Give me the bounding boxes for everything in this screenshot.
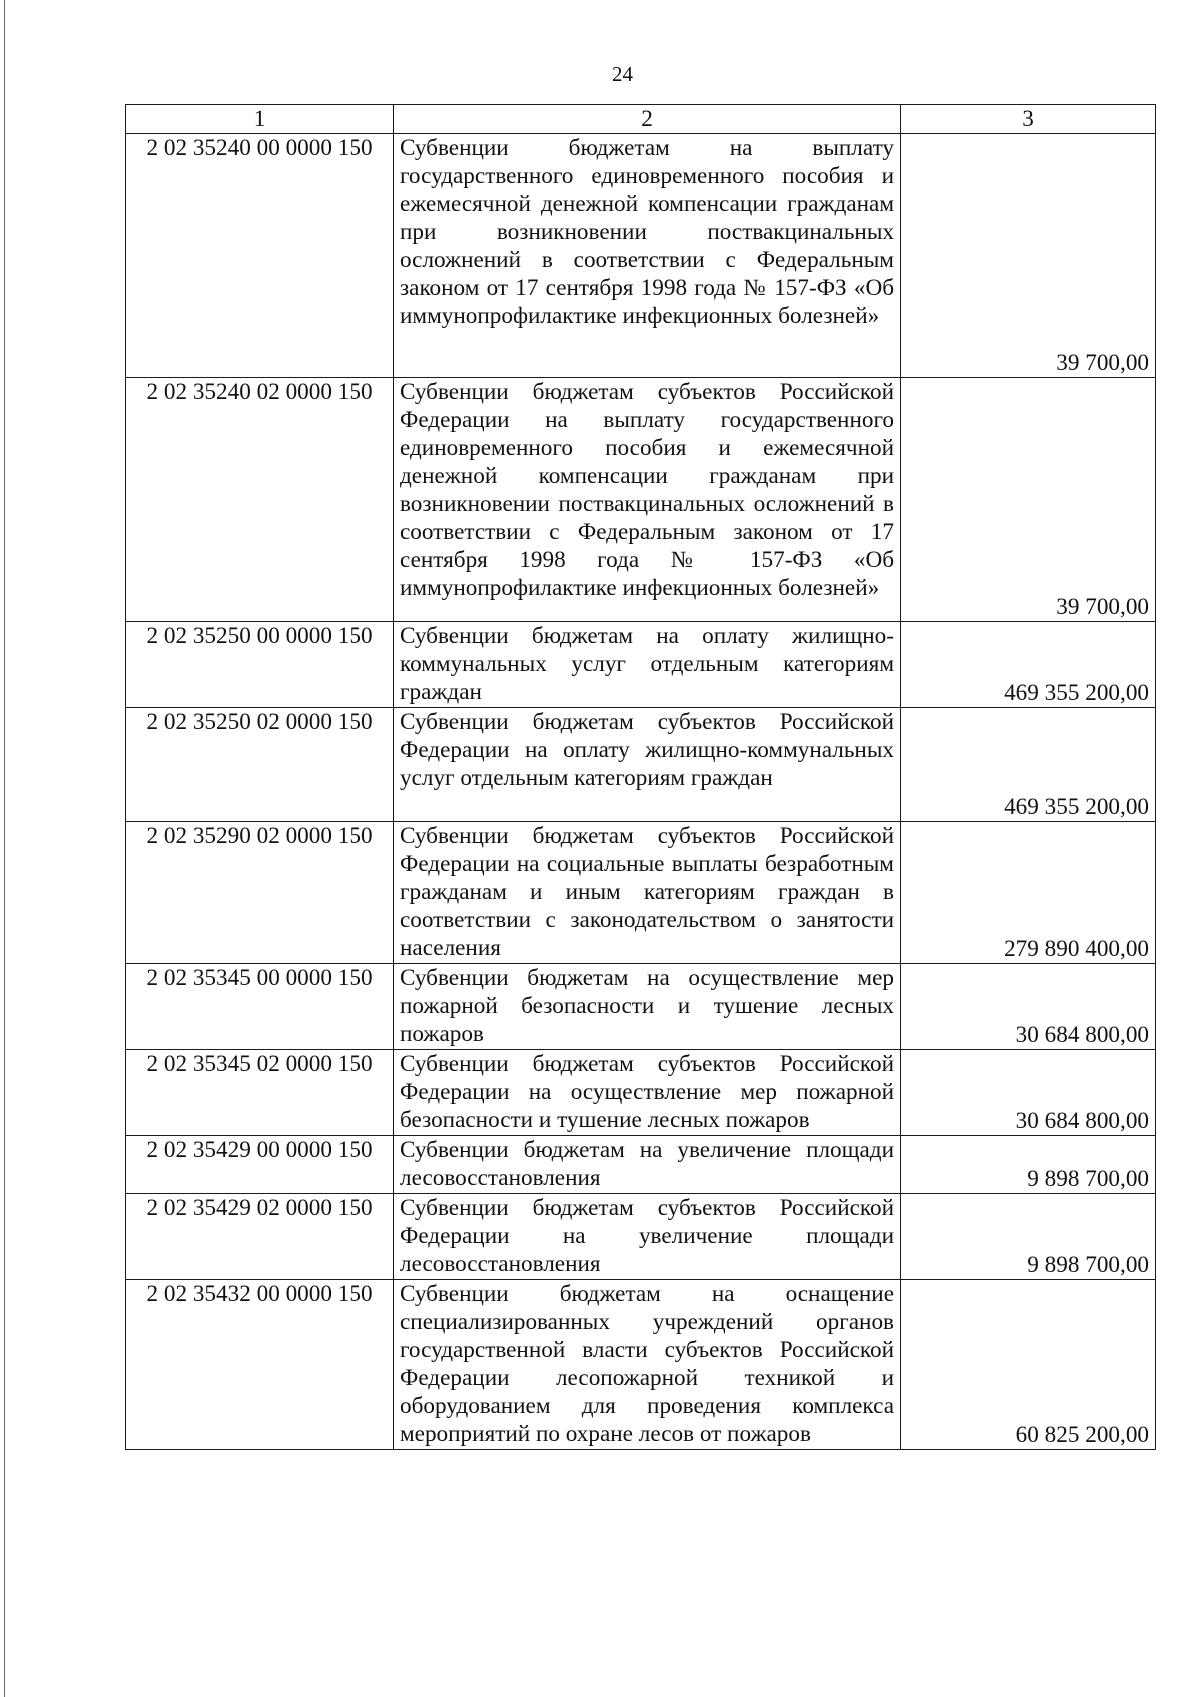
budget-amount-cell: 30 684 800,00: [901, 1050, 1156, 1136]
scan-edge-line: [4, 0, 5, 1697]
budget-amount-cell: 9 898 700,00: [901, 1194, 1156, 1280]
budget-code-cell: 2 02 35429 02 0000 150: [126, 1194, 394, 1280]
table-row: [126, 1136, 1156, 1194]
column-header-code: 1: [126, 105, 394, 134]
budget-name-cell: Субвенции бюджетам субъектов Российской Федерации на социальные выплаты безработным гражданам и иным категориям граждан в соответствии с законодательством о занятости населения: [394, 822, 901, 964]
table-row: [126, 622, 1156, 708]
table-row: [126, 378, 1156, 622]
budget-name-cell: Субвенции бюджетам на оснащение специализированных учреждений органов государственной власти субъектов Российской Федерации лесопожарной техникой и оборудованием для проведения комплекса мероприятий по охране лесов от пожаров: [394, 1280, 901, 1450]
budget-name-cell: Субвенции бюджетам субъектов Российской Федерации на увеличение площади лесовосстановления: [394, 1194, 901, 1280]
table-row: [126, 134, 1156, 378]
budget-amount-cell: 469 355 200,00: [901, 622, 1156, 708]
budget-name-cell: Субвенции бюджетам на оплату жилищно-коммунальных услуг отдельным категориям граждан: [394, 622, 901, 708]
budget-amount-cell: 279 890 400,00: [901, 822, 1156, 964]
table-row: [126, 964, 1156, 1050]
budget-name-cell: Субвенции бюджетам субъектов Российской Федерации на выплату государственного единовременного пособия и ежемесячной денежной компенсации гражданам при возникновении поствакцинальных осложнений в соответствии с Федеральным законом от 17 сентября 1998 года № 157-ФЗ «Об иммунопрофилактике инфекционных болезней»: [394, 378, 901, 622]
budget-code-cell: 2 02 35250 02 0000 150: [126, 708, 394, 822]
table-header-row: [126, 105, 1156, 134]
budget-name-cell: Субвенции бюджетам субъектов Российской Федерации на оплату жилищно-коммунальных услуг отдельным категориям граждан: [394, 708, 901, 822]
table-row: [126, 708, 1156, 822]
table-row: [126, 1280, 1156, 1450]
budget-amount-cell: 60 825 200,00: [901, 1280, 1156, 1450]
budget-name-cell: Субвенции бюджетам субъектов Российской Федерации на осуществление мер пожарной безопасности и тушение лесных пожаров: [394, 1050, 901, 1136]
budget-code-cell: 2 02 35250 00 0000 150: [126, 622, 394, 708]
budget-amount-cell: 39 700,00: [901, 134, 1156, 378]
budget-code-cell: 2 02 35432 00 0000 150: [126, 1280, 394, 1450]
table-row: [126, 1050, 1156, 1136]
budget-name-cell: Субвенции бюджетам на осуществление мер пожарной безопасности и тушение лесных пожаров: [394, 964, 901, 1050]
budget-amount-cell: 9 898 700,00: [901, 1136, 1156, 1194]
page-number: 24: [612, 62, 633, 86]
budget-code-cell: 2 02 35429 00 0000 150: [126, 1136, 394, 1194]
budget-amount-cell: 30 684 800,00: [901, 964, 1156, 1050]
budget-name-cell: Субвенции бюджетам на выплату государственного единовременного пособия и ежемесячной денежной компенсации гражданам при возникновении поствакцинальных осложнений в соответствии с Федеральным законом от 17 сентября 1998 года № 157-ФЗ «Об иммунопрофилактике инфекционных болезней»: [394, 134, 901, 378]
budget-amount-cell: 469 355 200,00: [901, 708, 1156, 822]
budget-code-cell: 2 02 35290 02 0000 150: [126, 822, 394, 964]
column-header-name: 2: [394, 105, 901, 134]
table-row: [126, 1194, 1156, 1280]
budget-code-cell: 2 02 35240 02 0000 150: [126, 378, 394, 622]
table-row: [126, 822, 1156, 964]
budget-code-cell: 2 02 35345 00 0000 150: [126, 964, 394, 1050]
budget-amount-cell: 39 700,00: [901, 378, 1156, 622]
budget-code-cell: 2 02 35345 02 0000 150: [126, 1050, 394, 1136]
budget-name-cell: Субвенции бюджетам на увеличение площади лесовосстановления: [394, 1136, 901, 1194]
budget-revenue-table: [125, 104, 1156, 1450]
column-header-amount: 3: [901, 105, 1156, 134]
budget-code-cell: 2 02 35240 00 0000 150: [126, 134, 394, 378]
